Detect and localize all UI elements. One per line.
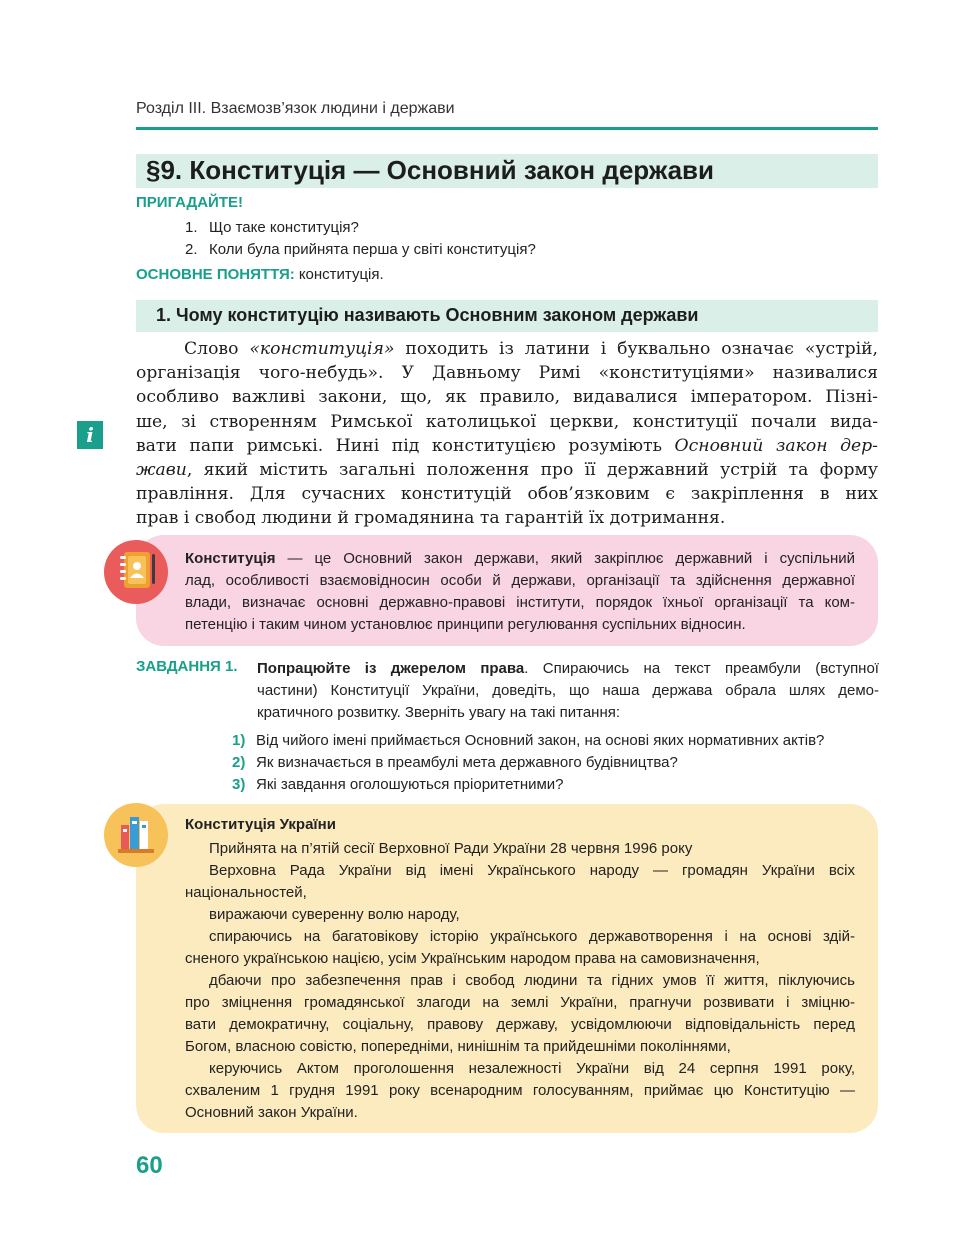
preamble-line: вати демократичну, соціальну, правову державу, усвідомлюючи відповідальність перед <box>185 1016 855 1033</box>
preamble-line: дбаючи про забезпечення прав і свобод людини та гідних умов її життя, піклуючись <box>209 972 855 989</box>
body-line: вати папи римські. Нині під конституцією розуміють Основний закон дер- <box>136 435 878 456</box>
key-concept-label: ОСНОВНЕ ПОНЯТТЯ: <box>136 266 295 283</box>
list-item: 1. Що таке конституція? <box>185 219 359 236</box>
preamble-line: сненого українською нацією, усім Українським народом права на самовизначення, <box>185 950 760 967</box>
constitution-preamble <box>185 838 855 1124</box>
body-line: прав і свобод людини й громадянина та гарантій їх дотримання. <box>136 508 726 529</box>
list-item: 3) Які завдання оголошуються пріоритетними? <box>232 776 564 793</box>
preamble-line: національностей, <box>185 884 307 901</box>
page-number: 60 <box>136 1152 163 1179</box>
task-line: кратичного розвитку. Зверніть увагу на такі питання: <box>257 704 621 721</box>
preamble-line: Основний закон України. <box>185 1104 358 1121</box>
body-line: Слово «конституція» походить із латини і буквально означає «устрій, <box>184 339 879 359</box>
preamble-line: Богом, власною совістю, попередніми, нинішнім та прийдешніми поколіннями, <box>185 1038 731 1055</box>
key-concept <box>136 266 384 283</box>
header-divider <box>136 127 878 130</box>
preamble-line: спираючись на багатовікову історію українського державотворення і на основі здій- <box>209 928 855 945</box>
task-bold: Попрацюйте із джерелом права <box>257 660 525 677</box>
recall-list <box>185 217 536 261</box>
definition-line: влади, визначає основні державно-правові інститути, порядок їхньої організації та ком- <box>185 594 855 611</box>
key-concept-value: конституція. <box>298 266 384 283</box>
preamble-line: керуючись Актом проголошення незалежності України від 24 серпня 1991 року, <box>209 1060 855 1077</box>
recall-label: ПРИГАДАЙТЕ! <box>136 194 243 211</box>
list-item: 2. Коли була прийнята перша у світі конституція? <box>185 241 536 258</box>
task-line: частини) Конституції України, доведіть, що наша держава обрала шлях демо- <box>257 682 879 699</box>
books-icon <box>104 803 168 867</box>
body-line: організація чого-небудь». У Давньому Римі «конституціями» називалися <box>136 363 878 384</box>
question-list <box>232 730 824 796</box>
preamble-line: про зміцнення громадянської злагоди на землі України, прагнучи розвивати і зміцню- <box>185 994 855 1011</box>
task-text: Попрацюйте із джерелом права. Спираючись на текст преамбули (вступної частини) Конституції України, доведіть, що наша держава обрала шлях демо- кратичного розвитку. Зверніть увагу на такі питання: <box>257 658 879 724</box>
definition-term: Конституція <box>185 550 276 567</box>
definition-line: лад, особливості взаємовідносин особи й держави, організації та здійснення державної <box>185 572 855 589</box>
preamble-line: схваленим 1 грудня 1991 року всенародним голосуванням, приймає цю Конституцію — <box>185 1082 855 1099</box>
preamble-line: Прийнята на п’ятій сесії Верховної Ради України 28 червня 1996 року <box>209 840 693 857</box>
task-label: ЗАВДАННЯ 1. <box>136 658 238 675</box>
body-line: особливо важливі закони, що, як правило, видавалися імператором. Пізні- <box>136 387 878 408</box>
preamble-line: виражаючи суверенну волю народу, <box>209 906 460 923</box>
body-paragraph <box>136 337 878 531</box>
body-line: жави, який містить загальні положення про її державний устрій та форму <box>136 460 878 481</box>
preamble-line: Верховна Рада України від імені Українського народу — громадян України всіх <box>209 862 855 879</box>
body-line: правління. Для сучасних конституцій обов’язковим є закріплення в них <box>136 484 878 505</box>
list-item: 2) Як визначається в преамбулі мета державного будівництва? <box>232 754 678 771</box>
info-icon: i <box>77 421 103 449</box>
body-line: ше, зі створенням Римської католицької церкви, конституції почали вида- <box>136 411 878 432</box>
definition-line: петенцію і таким чином установлює принципи регулювання суспільних відносин. <box>185 616 746 633</box>
section-heading: 1. Чому конституцію називають Основним законом держави <box>156 305 699 325</box>
constitution-title: Конституція України <box>185 816 336 833</box>
chapter-header: Розділ III. Взаємозв’язок людини і держави <box>136 100 455 117</box>
page-title: §9. Конституція — Основний закон держави <box>146 155 715 185</box>
list-item: 1) Від чийого імені приймається Основний закон, на основі яких нормативних актів? <box>232 732 825 749</box>
definition-text: Конституція — це Основний закон держави, який закріплює державний і суспільний лад, особливості взаємовідносин особи й держави, організації та здійснення державної влади, визначає основні державно-правові інститути, порядок їхньої організації та ком- петенцію і таким чином установлює принципи регулювання суспільних відносин. <box>185 548 855 636</box>
notebook-icon <box>104 540 168 604</box>
